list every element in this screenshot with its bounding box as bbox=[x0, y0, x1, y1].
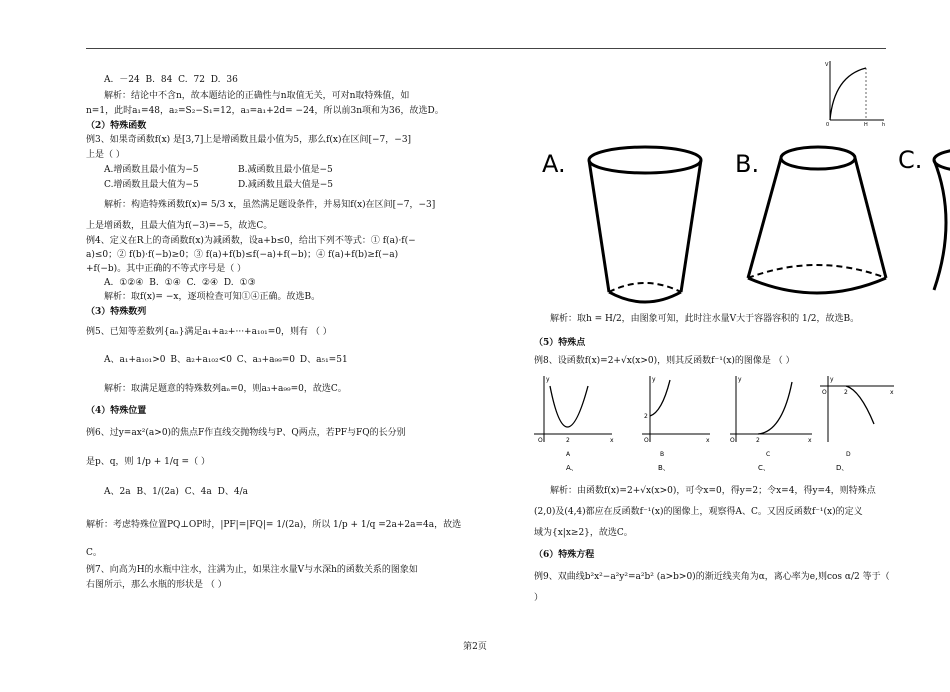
ex5-options: A、a₁+a₁₀₁>0 B、a₂+a₁₀₂<0 C、a₃+a₉₉=0 D、a₅₁=51 bbox=[104, 355, 348, 365]
ex2-solution-line1: 解析：结论中不含n，故本题结论的正确性与n取值无关，可对n取特殊值，如 bbox=[104, 91, 410, 101]
ex6-question: 例6、过y=ax²(a>0)的焦点F作直线交抛物线与P、Q两点，若PF与FQ的长分别 bbox=[86, 428, 406, 438]
ex8-option-c: C、 bbox=[758, 464, 770, 472]
section-special-equation: （6）特殊方程 bbox=[534, 550, 595, 560]
graph-c-caption: C bbox=[766, 451, 771, 458]
graph-d-y: y bbox=[830, 376, 834, 383]
ex3-question: 例3、如果奇函数f(x) 是[3,7]上是增函数且最小值为5，那么f(x)在区间[−7，−3] bbox=[86, 135, 412, 145]
ex6-question-cont: 是p、q，则 1/p + 1/q =（ ） bbox=[86, 457, 210, 467]
ex8-graphs bbox=[530, 372, 900, 482]
graph-a bbox=[534, 376, 612, 442]
ex4-options: A. ①②④ B. ①④ C. ②④ D. ①③ bbox=[104, 278, 256, 288]
graph-b-y: y bbox=[652, 376, 656, 383]
ex8-solution-line3: 域为{x|x≥2}，故选C。 bbox=[534, 528, 633, 538]
graph-x-label: h bbox=[882, 122, 886, 128]
ex3-question-cont: 上是（ ） bbox=[86, 150, 125, 160]
ex7-question: 例7、向高为H的水瓶中注水，注满为止，如果注水量V与水深h的函数关系的图象如 bbox=[86, 565, 418, 575]
bottle-label-c: C. bbox=[898, 146, 923, 174]
graph-origin-label: 0 bbox=[826, 122, 830, 128]
ex9-question-cont: ） bbox=[534, 593, 544, 603]
header-rule bbox=[86, 48, 886, 49]
ex7-question-cont: 右图所示，那么水瓶的形状是 （ ） bbox=[86, 580, 227, 590]
section-special-point: （5）特殊点 bbox=[534, 338, 586, 348]
graph-b-origin: O bbox=[644, 437, 649, 444]
ex2-solution-line2: n=1，此时a₁=48，a₂=S₂−S₁=12，a₃=a₁+2d= −24，所以前3n项和为36，故选D。 bbox=[86, 106, 444, 116]
graph-c-y: y bbox=[738, 376, 742, 383]
ex5-solution: 解析：取满足题意的特殊数列aₙ=0，则a₃+a₉₉=0，故选C。 bbox=[104, 384, 347, 394]
graph-c bbox=[730, 376, 812, 442]
bottle-a-icon bbox=[589, 147, 701, 302]
ex4-question: 例4、定义在R上的奇函数f(x)为减函数，设a+b≤0，给出下列不等式：① f(a)·f(− bbox=[86, 236, 416, 246]
ex2-options: A. －24 B. 84 C. 72 D. 36 bbox=[104, 75, 238, 85]
ex3-option-d: D.减函数且最大值是−5 bbox=[238, 180, 334, 190]
graph-a-origin: O bbox=[538, 437, 543, 444]
graph-a-caption: A bbox=[566, 451, 571, 458]
graph-H-label: H bbox=[864, 122, 868, 128]
graph-a-y: y bbox=[546, 376, 550, 383]
graph-c-origin: O bbox=[730, 437, 735, 444]
graph-b-2: 2 bbox=[644, 413, 648, 420]
ex8-option-d: D、 bbox=[836, 464, 849, 472]
ex9-question: 例9、双曲线b²x²−a²y²=a²b² (a>b>0)的渐近线夹角为α，离心率为e,则cos α/2 等于（ bbox=[534, 572, 890, 582]
ex7-solution: 解析：取h = H/2，由图象可知，此时注水量V大于容器容积的 1/2，故选B。 bbox=[550, 314, 860, 324]
ex3-option-b: B.减函数且最小值是−5 bbox=[238, 165, 333, 175]
ex3-solution-cont: 上是增函数，且最大值为f(−3)=−5，故选C。 bbox=[86, 221, 273, 231]
section-special-position: （4）特殊位置 bbox=[86, 406, 147, 416]
graph-d-2: 2 bbox=[844, 389, 848, 396]
graph-a-x: x bbox=[610, 437, 614, 444]
ex6-options: A、2a B、1/(2a) C、4a D、4/a bbox=[104, 487, 248, 497]
ex8-option-a: A、 bbox=[566, 464, 578, 472]
graph-a-2: 2 bbox=[566, 437, 570, 444]
graph-d bbox=[820, 376, 894, 442]
bottle-label-a: A. bbox=[542, 150, 566, 178]
bottle-c-icon bbox=[934, 149, 950, 290]
graph-y-label: V bbox=[825, 62, 829, 68]
graph-b bbox=[642, 376, 710, 442]
graph-c-x: x bbox=[808, 437, 812, 444]
bottle-b-icon bbox=[748, 147, 886, 293]
ex6-solution-cont: C。 bbox=[86, 548, 102, 558]
graph-c-2: 2 bbox=[756, 437, 760, 444]
ex4-solution: 解析：取f(x)= −x，逐项检查可知①④正确。故选B。 bbox=[104, 292, 321, 302]
graph-b-x: x bbox=[706, 437, 710, 444]
volume-depth-graph bbox=[818, 58, 888, 128]
graph-b-caption: B bbox=[660, 451, 665, 458]
ex8-question: 例8、设函数f(x)=2+√x(x>0)，则其反函数f⁻¹(x)的图像是 （ ） bbox=[534, 356, 795, 366]
ex3-option-a: A.增函数且最小值为−5 bbox=[104, 165, 199, 175]
ex8-solution-line2: (2,0)及(4,4)都应在反函数f⁻¹(x)的图像上，观察得A、C。又因反函数f⁻¹(x)的定义 bbox=[534, 507, 863, 517]
ex8-solution-line1: 解析：由函数f(x)=2+√x(x>0)，可令x=0，得y=2；令x=4，得y=4，则特殊点 bbox=[550, 486, 876, 496]
ex3-solution: 解析：构造特殊函数f(x)= 5/3 x，虽然满足题设条件，并易知f(x)在区间[−7，−3] bbox=[104, 200, 436, 210]
section-special-sequence: （3）特殊数列 bbox=[86, 307, 147, 317]
bottle-label-b: B. bbox=[735, 150, 760, 178]
ex8-option-b: B、 bbox=[658, 464, 670, 472]
ex4-question-cont1: a)≤0；② f(b)·f(−b)≥0；③ f(a)+f(b)≤f(−a)+f(−b)；④ f(a)+f(b)≥f(−a) bbox=[86, 250, 399, 260]
ex3-option-c: C.增函数且最大值为−5 bbox=[104, 180, 199, 190]
bottle-options-figure bbox=[530, 130, 950, 315]
ex4-question-cont2: +f(−b)。其中正确的不等式序号是（ ） bbox=[86, 264, 247, 274]
graph-d-caption: D bbox=[846, 451, 851, 458]
graph-d-x: x bbox=[890, 389, 894, 396]
ex6-solution: 解析：考虑特殊位置PQ⊥OP时，|PF|=|FQ|= 1/(2a)，所以 1/p + 1/q =2a+2a=4a，故选 bbox=[86, 520, 462, 530]
section-special-function: （2）特殊函数 bbox=[86, 121, 147, 131]
ex5-question: 例5、已知等差数列{aₙ}满足a₁+a₂+···+a₁₀₁=0，则有 （ ） bbox=[86, 327, 332, 337]
page-number: 第2页 bbox=[463, 642, 487, 652]
graph-d-origin: O bbox=[822, 389, 827, 396]
